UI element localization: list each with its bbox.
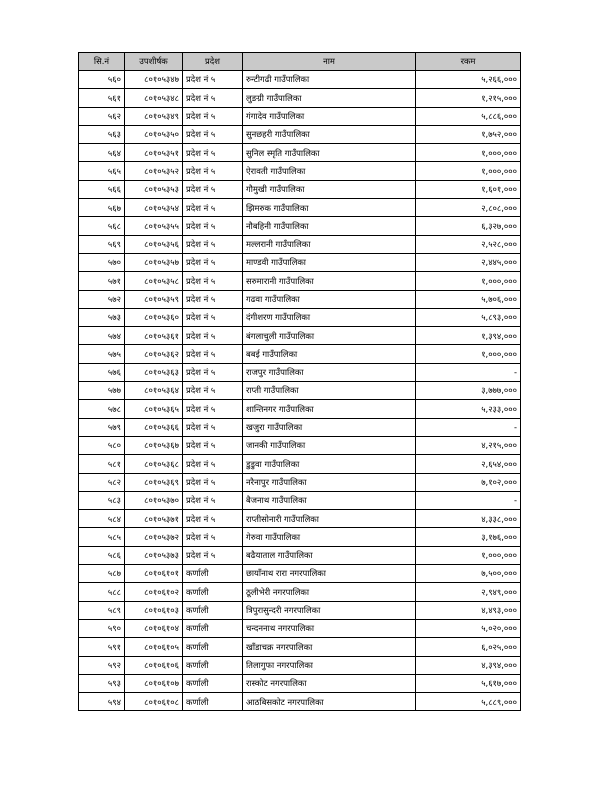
municipality-name-cell: झिमरुक गाउँपालिका <box>243 199 416 217</box>
amount-cell: ७,५००,००० <box>416 565 521 583</box>
serial-number-cell: ५८२ <box>79 473 125 491</box>
subheading-code-cell: ८०१०५३५२ <box>125 162 183 180</box>
subheading-code-cell: ८०१०६१०३ <box>125 601 183 619</box>
subheading-code-cell: ८०१०५३५४ <box>125 199 183 217</box>
table-row <box>79 546 521 564</box>
table-row <box>79 308 521 326</box>
table-row <box>79 656 521 674</box>
table-row <box>79 601 521 619</box>
serial-number-cell: ५९४ <box>79 693 125 711</box>
municipality-name-cell: छायाँनाथ रारा नगरपालिका <box>243 565 416 583</box>
municipality-name-cell: गंगादेव गाउँपालिका <box>243 107 416 125</box>
province-cell: प्रदेश नं ५ <box>183 473 243 491</box>
subheading-code-cell: ८०१०५३७१ <box>125 510 183 528</box>
municipality-name-cell: जानकी गाउँपालिका <box>243 436 416 454</box>
serial-number-cell: ५७३ <box>79 308 125 326</box>
serial-number-cell: ५८७ <box>79 565 125 583</box>
municipality-name-cell: माण्डवी गाउँपालिका <box>243 253 416 271</box>
province-cell: कर्णाली <box>183 619 243 637</box>
municipality-name-cell: बबई गाउँपालिका <box>243 345 416 363</box>
serial-number-cell: ५८६ <box>79 546 125 564</box>
amount-cell: - <box>416 418 521 436</box>
subheading-code-cell: ८०१०५३६३ <box>125 363 183 381</box>
table-row <box>79 674 521 692</box>
amount-cell: ५,६१७,००० <box>416 674 521 692</box>
amount-cell: ५,२३३,००० <box>416 400 521 418</box>
serial-number-cell: ५६२ <box>79 107 125 125</box>
municipality-name-cell: सरुमारानी गाउँपालिका <box>243 272 416 290</box>
header-amount: रकम <box>416 53 521 71</box>
province-cell: प्रदेश नं ५ <box>183 491 243 509</box>
province-cell: प्रदेश नं ५ <box>183 382 243 400</box>
serial-number-cell: ५६९ <box>79 235 125 253</box>
subheading-code-cell: ८०१०५३६७ <box>125 436 183 454</box>
subheading-code-cell: ८०१०५३४८ <box>125 89 183 107</box>
subheading-code-cell: ८०१०६१०८ <box>125 693 183 711</box>
subheading-code-cell: ८०१०६१०४ <box>125 619 183 637</box>
subheading-code-cell: ८०१०५३६९ <box>125 473 183 491</box>
table-row <box>79 565 521 583</box>
amount-cell: ५,८८६,००० <box>416 107 521 125</box>
table-row <box>79 528 521 546</box>
amount-cell: ६,३२७,००० <box>416 217 521 235</box>
table-row <box>79 473 521 491</box>
province-cell: प्रदेश नं ५ <box>183 345 243 363</box>
table-row <box>79 363 521 381</box>
subheading-code-cell: ८०१०६१०१ <box>125 565 183 583</box>
municipality-name-cell: ऐरावती गाउँपालिका <box>243 162 416 180</box>
table-row <box>79 382 521 400</box>
province-cell: प्रदेश नं ५ <box>183 71 243 89</box>
serial-number-cell: ५९३ <box>79 674 125 692</box>
serial-number-cell: ५६३ <box>79 125 125 143</box>
serial-number-cell: ५६४ <box>79 144 125 162</box>
subheading-code-cell: ८०१०५३६८ <box>125 455 183 473</box>
municipality-name-cell: राजपुर गाउँपालिका <box>243 363 416 381</box>
serial-number-cell: ५७४ <box>79 327 125 345</box>
municipality-name-cell: दंगीशरण गाउँपालिका <box>243 308 416 326</box>
amount-cell: - <box>416 363 521 381</box>
amount-cell: ३,१७६,००० <box>416 528 521 546</box>
subheading-code-cell: ८०१०५३७३ <box>125 546 183 564</box>
table-header <box>79 53 521 71</box>
table-row <box>79 162 521 180</box>
serial-number-cell: ५९२ <box>79 656 125 674</box>
amount-cell: २,५२८,००० <box>416 235 521 253</box>
province-cell: प्रदेश नं ५ <box>183 308 243 326</box>
subheading-code-cell: ८०१०५३५९ <box>125 290 183 308</box>
serial-number-cell: ५८५ <box>79 528 125 546</box>
amount-cell: १,०००,००० <box>416 345 521 363</box>
municipality-name-cell: राप्ती गाउँपालिका <box>243 382 416 400</box>
amount-cell: २,८०८,००० <box>416 199 521 217</box>
subheading-code-cell: ८०१०५३५८ <box>125 272 183 290</box>
header-subheading-code: उपशीर्षक <box>125 53 183 71</box>
province-cell: प्रदेश नं ५ <box>183 199 243 217</box>
province-cell: प्रदेश नं ५ <box>183 510 243 528</box>
amount-cell: १,३९४,००० <box>416 327 521 345</box>
table-row <box>79 125 521 143</box>
table-row <box>79 510 521 528</box>
amount-cell: - <box>416 491 521 509</box>
municipality-name-cell: डुडुवा गाउँपालिका <box>243 455 416 473</box>
subheading-code-cell: ८०१०५३५३ <box>125 180 183 198</box>
amount-cell: १,०००,००० <box>416 162 521 180</box>
subheading-code-cell: ८०१०५३६४ <box>125 382 183 400</box>
province-cell: प्रदेश नं ५ <box>183 162 243 180</box>
serial-number-cell: ५८८ <box>79 583 125 601</box>
amount-cell: ५,८८९,००० <box>416 693 521 711</box>
amount-cell: १,०००,००० <box>416 272 521 290</box>
serial-number-cell: ५८३ <box>79 491 125 509</box>
amount-cell: ३,७७७,००० <box>416 382 521 400</box>
header-name: नाम <box>243 53 416 71</box>
table-row <box>79 272 521 290</box>
table-row <box>79 327 521 345</box>
subheading-code-cell: ८०१०५३६२ <box>125 345 183 363</box>
serial-number-cell: ५६५ <box>79 162 125 180</box>
table-row <box>79 693 521 711</box>
table-row <box>79 418 521 436</box>
amount-cell: ४,३९४,००० <box>416 656 521 674</box>
table-row <box>79 71 521 89</box>
amount-cell: १,२१५,००० <box>416 89 521 107</box>
municipality-name-cell: सुनिल स्मृति गाउँपालिका <box>243 144 416 162</box>
amount-cell: १,६०१,००० <box>416 180 521 198</box>
serial-number-cell: ५७० <box>79 253 125 271</box>
province-cell: प्रदेश नं ५ <box>183 144 243 162</box>
municipality-name-cell: आठबिसकोट नगरपालिका <box>243 693 416 711</box>
amount-cell: ६,०२५,००० <box>416 638 521 656</box>
subheading-code-cell: ८०१०५३४७ <box>125 71 183 89</box>
table-row <box>79 144 521 162</box>
subheading-code-cell: ८०१०५३४९ <box>125 107 183 125</box>
table-row <box>79 455 521 473</box>
municipality-name-cell: नौबहिनी गाउँपालिका <box>243 217 416 235</box>
amount-cell: ४,२१५,००० <box>416 436 521 454</box>
province-cell: कर्णाली <box>183 656 243 674</box>
table-row <box>79 619 521 637</box>
municipality-name-cell: बंगलाचुली गाउँपालिका <box>243 327 416 345</box>
table-row <box>79 436 521 454</box>
serial-number-cell: ५६७ <box>79 199 125 217</box>
serial-number-cell: ५७५ <box>79 345 125 363</box>
municipality-name-cell: मल्लरानी गाउँपालिका <box>243 235 416 253</box>
amount-cell: ४,४९३,००० <box>416 601 521 619</box>
subheading-code-cell: ८०१०५३५१ <box>125 144 183 162</box>
province-cell: प्रदेश नं ५ <box>183 528 243 546</box>
subheading-code-cell: ८०१०५३६० <box>125 308 183 326</box>
province-cell: प्रदेश नं ५ <box>183 290 243 308</box>
amount-cell: २,४४५,००० <box>416 253 521 271</box>
province-cell: प्रदेश नं ५ <box>183 217 243 235</box>
budget-allocation-table <box>78 52 521 711</box>
province-cell: प्रदेश नं ५ <box>183 235 243 253</box>
province-cell: प्रदेश नं ५ <box>183 363 243 381</box>
amount-cell: ७,१०२,००० <box>416 473 521 491</box>
province-cell: कर्णाली <box>183 693 243 711</box>
table-row <box>79 638 521 656</box>
amount-cell: ५,०२०,००० <box>416 619 521 637</box>
municipality-name-cell: त्रिपुरासुन्दरी नगरपालिका <box>243 601 416 619</box>
table-body <box>79 71 521 711</box>
subheading-code-cell: ८०१०५३६५ <box>125 400 183 418</box>
subheading-code-cell: ८०१०५३५७ <box>125 253 183 271</box>
serial-number-cell: ५६१ <box>79 89 125 107</box>
province-cell: कर्णाली <box>183 565 243 583</box>
header-serial-number: सि.नं <box>79 53 125 71</box>
table-row <box>79 180 521 198</box>
serial-number-cell: ५८० <box>79 436 125 454</box>
serial-number-cell: ५७१ <box>79 272 125 290</box>
municipality-name-cell: रुन्टीगढी गाउँपालिका <box>243 71 416 89</box>
serial-number-cell: ५८१ <box>79 455 125 473</box>
amount-cell: ४,३३८,००० <box>416 510 521 528</box>
serial-number-cell: ५९० <box>79 619 125 637</box>
subheading-code-cell: ८०१०६१०२ <box>125 583 183 601</box>
subheading-code-cell: ८०१०६१०५ <box>125 638 183 656</box>
amount-cell: २,९४९,००० <box>416 583 521 601</box>
province-cell: कर्णाली <box>183 583 243 601</box>
municipality-name-cell: गौमुखी गाउँपालिका <box>243 180 416 198</box>
subheading-code-cell: ८०१०६१०७ <box>125 674 183 692</box>
amount-cell: २,६५४,००० <box>416 455 521 473</box>
amount-cell: ५,८९३,००० <box>416 308 521 326</box>
amount-cell: १,०००,००० <box>416 144 521 162</box>
table-row <box>79 235 521 253</box>
province-cell: प्रदेश नं ५ <box>183 89 243 107</box>
serial-number-cell: ५८९ <box>79 601 125 619</box>
municipality-name-cell: चन्दननाथ नगरपालिका <box>243 619 416 637</box>
province-cell: प्रदेश नं ५ <box>183 253 243 271</box>
municipality-name-cell: शान्तिनगर गाउँपालिका <box>243 400 416 418</box>
province-cell: प्रदेश नं ५ <box>183 418 243 436</box>
table-row <box>79 583 521 601</box>
municipality-name-cell: राप्तीसोनारी गाउँपालिका <box>243 510 416 528</box>
subheading-code-cell: ८०१०५३५० <box>125 125 183 143</box>
province-cell: प्रदेश नं ५ <box>183 400 243 418</box>
serial-number-cell: ५६० <box>79 71 125 89</box>
province-cell: प्रदेश नं ५ <box>183 327 243 345</box>
serial-number-cell: ५९१ <box>79 638 125 656</box>
table-row <box>79 107 521 125</box>
municipality-name-cell: नरैनापुर गाउँपालिका <box>243 473 416 491</box>
province-cell: प्रदेश नं ५ <box>183 436 243 454</box>
province-cell: कर्णाली <box>183 601 243 619</box>
amount-cell: १,७५२,००० <box>416 125 521 143</box>
subheading-code-cell: ८०१०५३६६ <box>125 418 183 436</box>
serial-number-cell: ५७८ <box>79 400 125 418</box>
header-row <box>79 53 521 71</box>
municipality-name-cell: लुङग्री गाउँपालिका <box>243 89 416 107</box>
province-cell: कर्णाली <box>183 674 243 692</box>
municipality-name-cell: बढैयाताल गाउँपालिका <box>243 546 416 564</box>
municipality-name-cell: बैजनाथ गाउँपालिका <box>243 491 416 509</box>
table-row <box>79 491 521 509</box>
amount-cell: १,०००,००० <box>416 546 521 564</box>
municipality-name-cell: खजुरा गाउँपालिका <box>243 418 416 436</box>
municipality-name-cell: गढवा गाउँपालिका <box>243 290 416 308</box>
table-row <box>79 400 521 418</box>
table-row <box>79 217 521 235</box>
province-cell: प्रदेश नं ५ <box>183 546 243 564</box>
municipality-name-cell: ठूलीभेरी नगरपालिका <box>243 583 416 601</box>
serial-number-cell: ५७२ <box>79 290 125 308</box>
subheading-code-cell: ८०१०५३७० <box>125 491 183 509</box>
province-cell: प्रदेश नं ५ <box>183 455 243 473</box>
amount-cell: ५,२६६,००० <box>416 71 521 89</box>
municipality-name-cell: तिलागुफा नगरपालिका <box>243 656 416 674</box>
serial-number-cell: ५८४ <box>79 510 125 528</box>
serial-number-cell: ५६६ <box>79 180 125 198</box>
province-cell: प्रदेश नं ५ <box>183 125 243 143</box>
serial-number-cell: ५७६ <box>79 363 125 381</box>
subheading-code-cell: ८०१०५३७२ <box>125 528 183 546</box>
serial-number-cell: ५६८ <box>79 217 125 235</box>
province-cell: कर्णाली <box>183 638 243 656</box>
subheading-code-cell: ८०१०५३५६ <box>125 235 183 253</box>
serial-number-cell: ५७९ <box>79 418 125 436</box>
province-cell: प्रदेश नं ५ <box>183 107 243 125</box>
municipality-name-cell: गेरुवा गाउँपालिका <box>243 528 416 546</box>
table-row <box>79 290 521 308</box>
header-province: प्रदेश <box>183 53 243 71</box>
municipality-name-cell: रास्कोट नगरपालिका <box>243 674 416 692</box>
subheading-code-cell: ८०१०५३५५ <box>125 217 183 235</box>
municipality-name-cell: सुनछहरी गाउँपालिका <box>243 125 416 143</box>
amount-cell: ५,७०६,००० <box>416 290 521 308</box>
table-row <box>79 89 521 107</box>
province-cell: प्रदेश नं ५ <box>183 180 243 198</box>
serial-number-cell: ५७७ <box>79 382 125 400</box>
subheading-code-cell: ८०१०५३६१ <box>125 327 183 345</box>
province-cell: प्रदेश नं ५ <box>183 272 243 290</box>
municipality-name-cell: खाँडाचक्र नगरपालिका <box>243 638 416 656</box>
subheading-code-cell: ८०१०६१०६ <box>125 656 183 674</box>
table-row <box>79 253 521 271</box>
table-row <box>79 199 521 217</box>
table-row <box>79 345 521 363</box>
